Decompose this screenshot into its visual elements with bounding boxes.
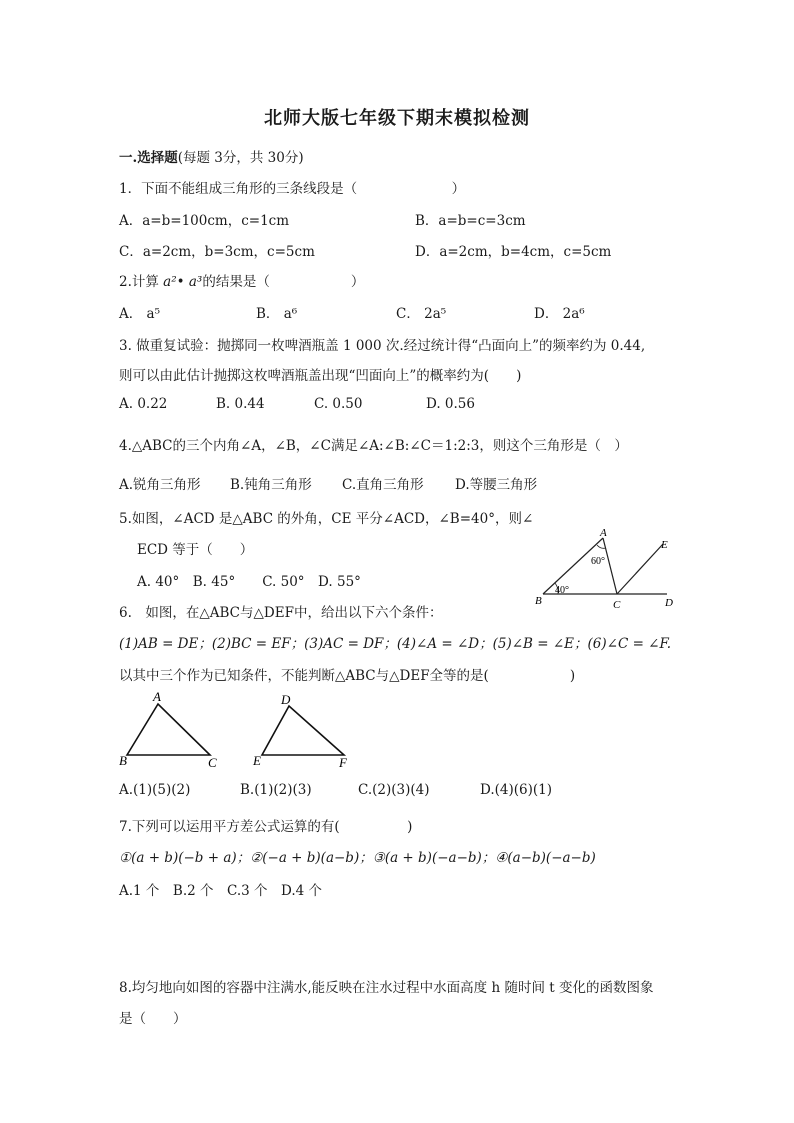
q3-option-b: B. 0.44 bbox=[216, 396, 265, 412]
q7-expressions: ①(a + b)(−b + a)；②(−a + b)(a−b)；③(a + b)(−a−b)；④(a−b)(−a−b) bbox=[119, 850, 596, 866]
q3-option-a: A. 0.22 bbox=[119, 396, 168, 412]
q6-label-e: E bbox=[253, 753, 261, 768]
q6-triangle-def-shape bbox=[262, 706, 344, 755]
q4-option-c: C.直角三角形 bbox=[342, 477, 424, 493]
q6-conditions: (1)AB = DE；(2)BC = EF；(3)AC = DF；(4)∠A = ∠D；(5)∠B = ∠E；(6)∠C = ∠F. bbox=[119, 636, 672, 652]
q4-stem: 4.△ABC的三个内角∠A，∠B，∠C满足∠A:∠B:∠C＝1:2:3，则这个三角形是（ ） bbox=[119, 438, 628, 454]
q6-triangle-abc bbox=[112, 688, 222, 772]
q5-options: A. 40° B. 45° C. 50° D. 55° bbox=[137, 574, 361, 590]
q2-option-c: C． 2a⁵ bbox=[396, 306, 447, 322]
q6-option-a: A.(1)(5)(2) bbox=[119, 782, 191, 798]
q5-line-2: ECD 等于（ ） bbox=[137, 542, 254, 558]
q1-option-a: A．a=b=100cm，c=1cm bbox=[119, 213, 290, 229]
q4-option-b: B.钝角三角形 bbox=[230, 477, 312, 493]
q5-line-ac bbox=[603, 538, 617, 594]
q5-label-a: A bbox=[600, 527, 607, 539]
q4-option-a: A.锐角三角形 bbox=[119, 477, 201, 493]
q6-option-c: C.(2)(3)(4) bbox=[358, 782, 430, 798]
q5-angle-b-label: 40° bbox=[555, 585, 569, 596]
q1-stem: 1．下面不能组成三角形的三条线段是（ ） bbox=[119, 181, 466, 197]
q6-option-d: D.(4)(6)(1) bbox=[480, 782, 553, 798]
page-title: 北师大版七年级下期末模拟检测 bbox=[264, 108, 530, 129]
q6-label-f: F bbox=[339, 755, 347, 770]
q5-line-1: 5.如图，∠ACD 是△ABC 的外角，CE 平分∠ACD，∠B=40°，则∠ bbox=[119, 511, 534, 527]
q6-label-c: C bbox=[208, 755, 217, 770]
q3-line-2: 则可以由此估计抛掷这枚啤酒瓶盖出现“凹面向上”的概率约为( ) bbox=[119, 368, 522, 384]
q6-line-3: 以其中三个作为已知条件，不能判断△ABC与△DEF全等的是( ) bbox=[119, 668, 576, 684]
q5-label-d: D bbox=[665, 597, 673, 609]
q5-label-b: B bbox=[535, 595, 542, 607]
q5-line-ce bbox=[617, 544, 663, 594]
q5-figure bbox=[525, 526, 685, 612]
q6-label-a: A bbox=[153, 689, 161, 704]
q2-stem-suffix: 的结果是（ ） bbox=[202, 274, 365, 290]
section-label: 一.选择题 bbox=[119, 150, 178, 166]
q7-stem: 7.下列可以运用平方差公式运算的有( ) bbox=[119, 819, 413, 835]
q7-options: A.1 个 B.2 个 C.3 个 D.4 个 bbox=[119, 883, 323, 899]
q8-line-1: 8.均匀地向如图的容器中注满水,能反映在注水过程中水面高度 h 随时间 t 变化的函数图象 bbox=[119, 980, 654, 996]
q2-stem-prefix: 2.计算 bbox=[119, 274, 164, 290]
q2-expression: a²• a³ bbox=[163, 274, 203, 290]
q6-stem: 6. 如图，在△ABC与△DEF中，给出以下六个条件： bbox=[119, 605, 443, 621]
q4-option-d: D.等腰三角形 bbox=[455, 477, 538, 493]
q5-label-c: C bbox=[613, 599, 621, 611]
q5-label-e: E bbox=[661, 539, 668, 551]
q3-line-1: 3. 做重复试验：抛掷同一枚啤酒瓶盖 1 000 次.经过统计得“凸面向上”的频率约为 0.44, bbox=[119, 338, 646, 354]
section-note: (每题 3分，共 30分) bbox=[177, 150, 304, 166]
q2-option-b: B． a⁶ bbox=[256, 306, 298, 322]
q6-option-b: B.(1)(2)(3) bbox=[240, 782, 312, 798]
q3-option-c: C. 0.50 bbox=[314, 396, 363, 412]
q6-triangle-abc-shape bbox=[127, 704, 210, 755]
q5-angle-a-label: 60° bbox=[591, 556, 605, 567]
q1-option-d: D．a=2cm，b=4cm，c=5cm bbox=[415, 244, 612, 260]
q2-stem bbox=[119, 270, 364, 290]
q8-line-2: 是（ ） bbox=[119, 1011, 187, 1027]
q6-triangle-def bbox=[249, 688, 359, 772]
q6-label-d: D bbox=[281, 692, 291, 707]
q2-option-d: D． 2a⁶ bbox=[534, 306, 585, 322]
section-heading bbox=[119, 146, 304, 166]
q6-label-b: B bbox=[119, 753, 127, 768]
q2-option-a: A． a⁵ bbox=[119, 306, 161, 322]
q3-option-d: D. 0.56 bbox=[426, 396, 475, 412]
q1-option-c: C．a=2cm，b=3cm，c=5cm bbox=[119, 244, 315, 260]
q1-option-b: B．a=b=c=3cm bbox=[415, 213, 526, 229]
